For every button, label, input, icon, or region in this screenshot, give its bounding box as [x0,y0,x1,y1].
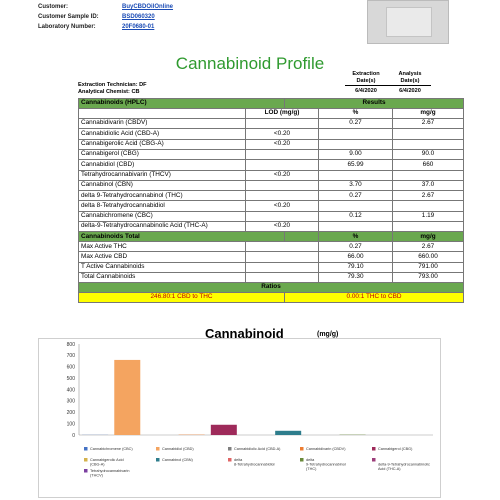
percent-value: 9.00 [319,149,393,159]
percent-value: 65.99 [319,160,393,170]
total-mgg: 793.00 [393,273,464,283]
bar [114,360,140,435]
lab-number-value: 20F0680-01 [122,24,155,30]
legend-label: 8-Tetrahydrocannabidiol [234,462,275,467]
table-row [79,180,464,190]
legend-label: 9-Tetrahydrocannabinol [306,462,346,467]
percent-value: 0.27 [319,191,393,201]
total-mgg: 791.00 [393,262,464,272]
lod-value: <0.20 [246,201,319,211]
total-mgg: 2.67 [393,242,464,252]
cannabinoid-table [78,98,464,303]
empty [246,273,319,283]
cannabinoid-name: delta 8-Tetrahydrocannabidiol [79,201,246,211]
legend-label: (THC) [306,467,317,472]
legend-swatch [300,447,304,451]
legend-label: Cannabigerol (CBG) [378,447,413,451]
lod-value [246,119,319,129]
legend-swatch [84,447,88,451]
totals-row [79,273,464,283]
mgg-header: mg/g [393,108,464,118]
percent-value: 0.27 [319,119,393,129]
legend-label: Cannabidiol (CBD) [162,447,194,451]
legend-swatch [84,469,88,473]
totals-row [79,242,464,252]
total-name: Max Active THC [79,242,246,252]
legend-label: (CBG-A) [90,462,105,467]
cannabinoid-name: Cannabigerol (CBG) [79,149,246,159]
table-row [79,119,464,129]
lod-value [246,211,319,221]
y-tick-label: 500 [66,375,75,382]
mgg-value: 1.19 [393,211,464,221]
y-tick-label: 0 [72,432,75,439]
legend-swatch [300,458,304,462]
legend-swatch [156,447,160,451]
totals-header [79,232,464,242]
table-row [79,149,464,159]
table-row [79,222,464,232]
extraction-technician: Extraction Technician: DF [78,82,147,88]
chart-unit: (mg/g) [317,331,339,338]
percent-value: 0.12 [319,211,393,221]
legend-swatch [228,458,232,462]
legend-label: Acid (THC-A) [378,467,401,472]
legend-label: delta [234,458,243,462]
total-percent: 66.00 [319,252,393,262]
sample-photo [367,0,449,44]
mgg-value: 2.67 [393,119,464,129]
results-label: Results [285,99,464,109]
y-tick-label: 100 [66,421,75,428]
legend-label: Cannabichromene (CBC) [90,447,133,451]
extraction-date: 6/4/2020 [355,88,377,94]
lod-value: <0.20 [246,129,319,139]
cannabinoid-name: Cannabidiol (CBD) [79,160,246,170]
lab-number-label: Laboratory Number: [38,24,96,30]
cannabinoid-name: Tetrahydrocannabivarin (THCV) [79,170,246,180]
cannabinoid-name: Cannabichromene (CBC) [79,211,246,221]
cannabinoid-name: Cannabigerolic Acid (CBG-A) [79,139,246,149]
mgg-value [393,129,464,139]
total-name: Max Active CBD [79,252,246,262]
extraction-date-header: Extraction Date(s) [352,71,380,84]
percent-value [319,139,393,149]
mgg-value [393,201,464,211]
mgg-value: 37.0 [393,180,464,190]
bar [275,431,301,435]
legend-swatch [84,458,88,462]
ratios-header [79,283,464,293]
legend-swatch [372,458,376,462]
lod-value: <0.20 [246,139,319,149]
cannabinoid-name: Cannabidiolic Acid (CBD-A) [79,129,246,139]
cannabinoid-name: delta 9-Tetrahydrocannabinol (THC) [79,191,246,201]
legend-swatch [372,447,376,451]
customer-value: BuyCBDOilOnline [122,4,174,10]
customer-label: Customer: [38,4,69,10]
report-title: Cannabinoid Profile [175,54,325,73]
total-percent: 79.10 [319,262,393,272]
bar [211,425,237,435]
total-percent: 79.30 [319,273,393,283]
divider [345,85,431,86]
table-row [79,201,464,211]
analysis-date: 6/4/2020 [399,88,421,94]
mgg-value: 2.67 [393,191,464,201]
table-row [79,170,464,180]
sample-id-value: BSD060320 [122,14,155,20]
total-name: Total Cannabinoids [79,273,246,283]
lod-value [246,160,319,170]
lod-header: LOD (mg/g) [246,108,319,118]
cannabinoid-name: Cannabidivarin (CBDV) [79,119,246,129]
table-row [79,129,464,139]
legend-label: delta [306,458,315,462]
table-row [79,211,464,221]
mgg-value [393,222,464,232]
table-row [79,160,464,170]
table-row [79,139,464,149]
legend-label: Cannabinol (CBN) [162,458,193,462]
y-tick-label: 700 [66,353,75,360]
column-header-row [79,108,464,118]
ratios-row [79,292,464,302]
y-tick-label: 300 [66,398,75,405]
cannabinoid-name: delta-9-Tetrahydrocannabinolic Acid (THC-A) [79,222,246,232]
legend-label: Cannabigerolic Acid [90,458,124,462]
lod-value: <0.20 [246,222,319,232]
lod-value [246,191,319,201]
total-percent: 0.27 [319,242,393,252]
mgg-value [393,139,464,149]
total-name: T Active Cannabinoids [79,262,246,272]
analysis-date-header: Analysis Date(s) [398,71,422,84]
legend-swatch [156,458,160,462]
sample-id-label: Customer Sample ID: [38,14,99,20]
totals-percent-header: % [319,232,393,242]
y-tick-label: 800 [66,341,75,348]
section-title: Cannabinoids (HPLC) [79,99,285,109]
legend-label: (THCV) [90,473,103,478]
totals-row [79,262,464,272]
cannabinoid-name: Cannabinol (CBN) [79,180,246,190]
totals-mgg-header: mg/g [393,232,464,242]
percent-header: % [319,108,393,118]
ratio-thc-cbd: 0.00:1 THC to CBD [285,292,464,302]
lod-value: <0.20 [246,170,319,180]
percent-value [319,201,393,211]
mgg-value: 660 [393,160,464,170]
chart-title: Cannabinoid [205,326,284,341]
table-section-header [79,99,464,109]
percent-value [319,129,393,139]
analytical-chemist: Analytical Chemist: CB [78,89,140,95]
ratio-cbd-thc: 246.80:1 CBD to THC [79,292,285,302]
empty [246,252,319,262]
legend-label: delta-9-Tetrahydrocannabinolic [378,462,430,467]
y-tick-label: 600 [66,364,75,371]
empty [246,242,319,252]
legend-label: Cannabidiolic Acid (CBD-A) [234,447,281,451]
percent-value [319,170,393,180]
empty [246,262,319,272]
mgg-value [393,170,464,180]
lod-value [246,149,319,159]
y-tick-label: 200 [66,410,75,417]
percent-value: 3.70 [319,180,393,190]
totals-title: Cannabinoids Total [79,232,285,242]
table-row [79,191,464,201]
y-tick-label: 400 [66,387,75,394]
lod-value [246,180,319,190]
legend-label: Cannabidivarin (CBDV) [306,447,346,451]
mgg-value: 90.0 [393,149,464,159]
total-mgg: 660.00 [393,252,464,262]
cannabinoid-bar-chart [38,338,439,498]
percent-value [319,222,393,232]
totals-row [79,252,464,262]
legend-label: Tetrahydrocannabivarin [90,469,130,473]
legend-swatch [228,447,232,451]
ratios-title: Ratios [79,283,464,293]
